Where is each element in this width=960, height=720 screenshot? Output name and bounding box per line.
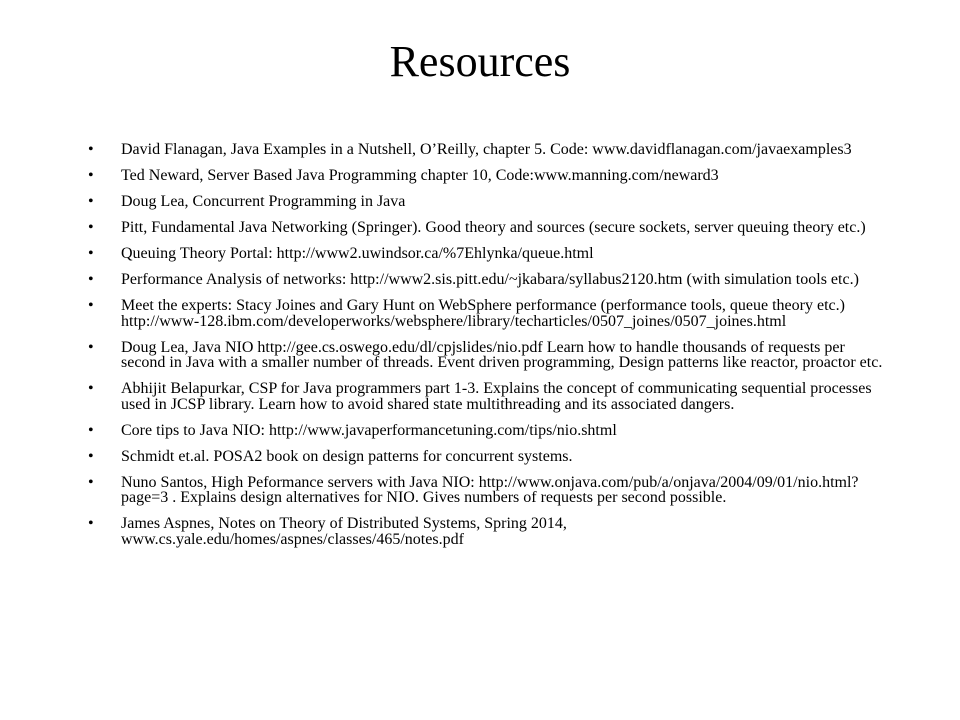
list-item-text: Abhijit Belapurkar, CSP for Java programmers part 1-3. Explains the concept of communicating sequential processes used in JCSP library. Learn how to avoid shared state multithreading and its associated dangers.	[121, 380, 872, 413]
list-item	[88, 381, 888, 412]
list-item	[88, 475, 888, 506]
bullet-icon: •	[88, 245, 94, 262]
list-item-text: Performance Analysis of networks: http://www2.sis.pitt.edu/~jkabara/syllabus2120.htm (with simulation tools etc.)	[121, 271, 859, 288]
list-item	[88, 298, 888, 329]
bullet-icon: •	[88, 473, 94, 491]
bullet-icon: •	[88, 380, 94, 397]
list-item-text: Doug Lea, Concurrent Programming in Java	[121, 193, 406, 210]
bullet-icon: •	[88, 421, 94, 439]
list-item	[88, 516, 888, 547]
list-item	[88, 449, 888, 465]
bullet-icon: •	[88, 167, 94, 184]
list-item-text: Pitt, Fundamental Java Networking (Springer). Good theory and sources (secure sockets, server queuing theory etc.)	[121, 219, 866, 236]
bullet-icon: •	[88, 193, 94, 210]
slide-title: Resources	[389, 37, 571, 86]
list-item-text: David Flanagan, Java Examples in a Nutshell, O’Reilly, chapter 5. Code: www.davidflanagan.com/javaexamples3	[121, 141, 852, 158]
list-item-text: Meet the experts: Stacy Joines and Gary Hunt on WebSphere performance (performance tools, queue theory etc.) http://www-128.ibm.com/developerworks/websphere/library/techarticles/0507_joines/0507_joines.html	[121, 297, 845, 330]
list-item-text: Core tips to Java NIO: http://www.javaperformancetuning.com/tips/nio.shtml	[121, 421, 617, 439]
list-item-text: Nuno Santos, High Peformance servers with Java NIO: http://www.onjava.com/pub/a/onjava/2004/09/01/nio.html?page=3 . Explains design alternatives for NIO. Gives numbers of requests per second possible.	[121, 473, 859, 506]
bullet-icon: •	[88, 447, 94, 465]
resource-list	[88, 142, 888, 558]
list-item-text: Queuing Theory Portal: http://www2.uwindsor.ca/%7Ehlynka/queue.html	[121, 245, 594, 262]
list-item-text: Ted Neward, Server Based Java Programming chapter 10, Code:www.manning.com/neward3	[121, 167, 719, 184]
list-item	[88, 194, 888, 210]
list-item	[88, 340, 888, 371]
list-item-text: James Aspnes, Notes on Theory of Distributed Systems, Spring 2014, www.cs.yale.edu/homes/aspnes/classes/465/notes.pdf	[121, 515, 567, 548]
bullet-icon: •	[88, 271, 94, 288]
list-item	[88, 142, 888, 158]
bullet-icon: •	[88, 297, 94, 314]
list-item	[88, 168, 888, 184]
list-item	[88, 423, 888, 439]
list-item	[88, 220, 888, 236]
list-item	[88, 272, 888, 288]
bullet-icon: •	[88, 515, 94, 532]
bullet-icon: •	[88, 338, 94, 356]
list-item-text: Doug Lea, Java NIO http://gee.cs.oswego.edu/dl/cpjslides/nio.pdf Learn how to handle thousands of requests per second in Java with a smaller number of threads. Event driven programming, Design patterns like reactor, proactor etc.	[121, 338, 883, 371]
bullet-icon: •	[88, 219, 94, 236]
bullet-icon: •	[88, 141, 94, 158]
list-item	[88, 246, 888, 262]
list-item-text: Schmidt et.al. POSA2 book on design patterns for concurrent systems.	[121, 447, 573, 465]
